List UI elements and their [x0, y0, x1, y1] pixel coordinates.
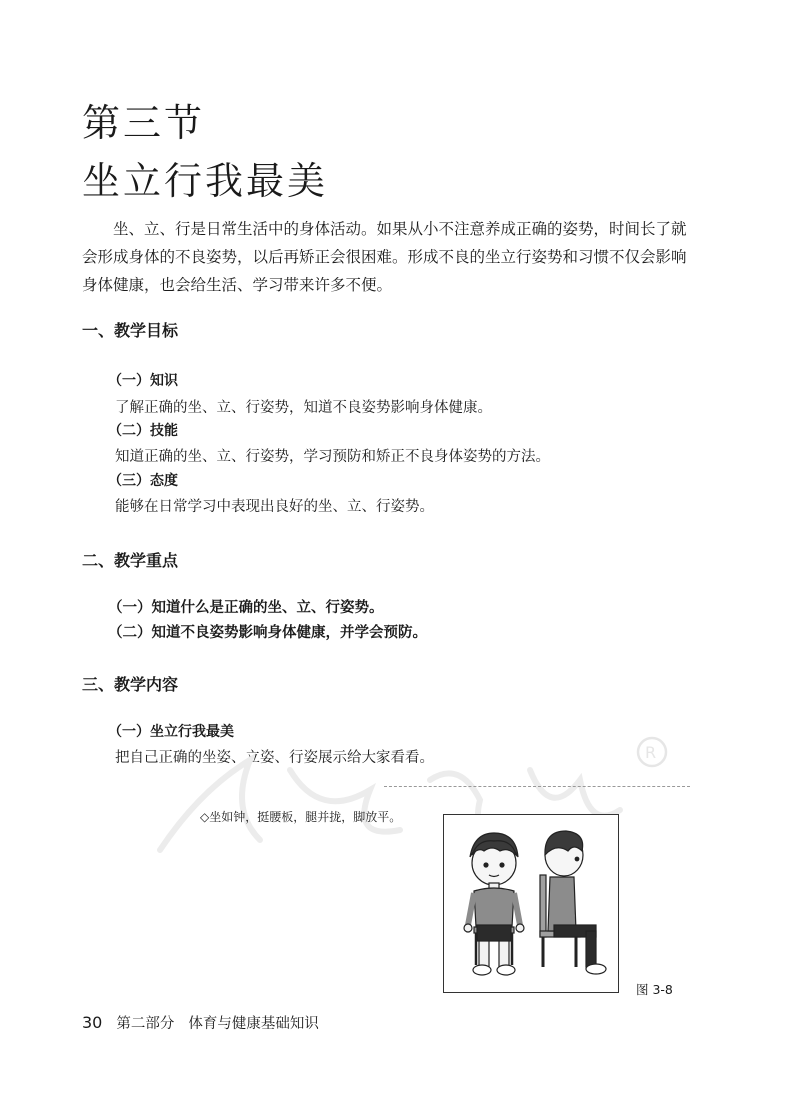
goal-knowledge-label: （一）知识: [108, 373, 178, 389]
key-point-item: （二）知道不良姿势影响身体健康，并学会预防。: [108, 625, 427, 641]
footer-title: 体育与健康基础知识: [188, 1016, 319, 1032]
goal-skill-label: （二）技能: [108, 423, 178, 439]
svg-text:R: R: [645, 743, 657, 762]
content-heading: 三、教学内容: [82, 675, 179, 694]
goal-attitude-label: （三）态度: [108, 473, 178, 489]
goals-heading: 一、教学目标: [82, 321, 179, 340]
key-point-item: （一）知道什么是正确的坐、立、行姿势。: [108, 600, 384, 616]
goal-skill-text: 知道正确的坐、立、行姿势，学习预防和矫正不良身体姿势的方法。: [115, 449, 550, 465]
goal-knowledge-text: 了解正确的坐、立、行姿势，知道不良姿势影响身体健康。: [115, 400, 492, 416]
key-points-heading: 二、教学重点: [82, 551, 179, 570]
page-footer: [82, 1012, 319, 1033]
page-number: 30: [82, 1013, 103, 1032]
goal-attitude-text: 能够在日常学习中表现出良好的坐、立、行姿势。: [115, 499, 434, 515]
intro-paragraph: 坐、立、行是日常生活中的身体活动。如果从小不注意养成正确的姿势，时间长了就会形成身体的不良姿势，以后再矫正会很困难。形成不良的坐立行姿势和习惯不仅会影响身体健康，也会给生活、学习带来许多不便。: [82, 220, 687, 294]
figure-label: 图 3-8: [636, 982, 673, 997]
content-text: 把自己正确的坐姿、立姿、行姿展示给大家看看。: [115, 750, 434, 766]
content-sub-heading: （一）坐立行我最美: [108, 724, 234, 740]
page-title: 坐立行我最美: [82, 159, 329, 203]
dashed-divider: [384, 786, 690, 787]
footer-part: 第二部分: [116, 1016, 175, 1032]
figure-caption: ◇坐如钟，挺腰板，腿并拢，脚放平。: [200, 810, 402, 824]
figure-frame: [443, 814, 619, 993]
seated-boy-illustration: [444, 815, 618, 992]
section-number: 第三节: [82, 101, 206, 145]
